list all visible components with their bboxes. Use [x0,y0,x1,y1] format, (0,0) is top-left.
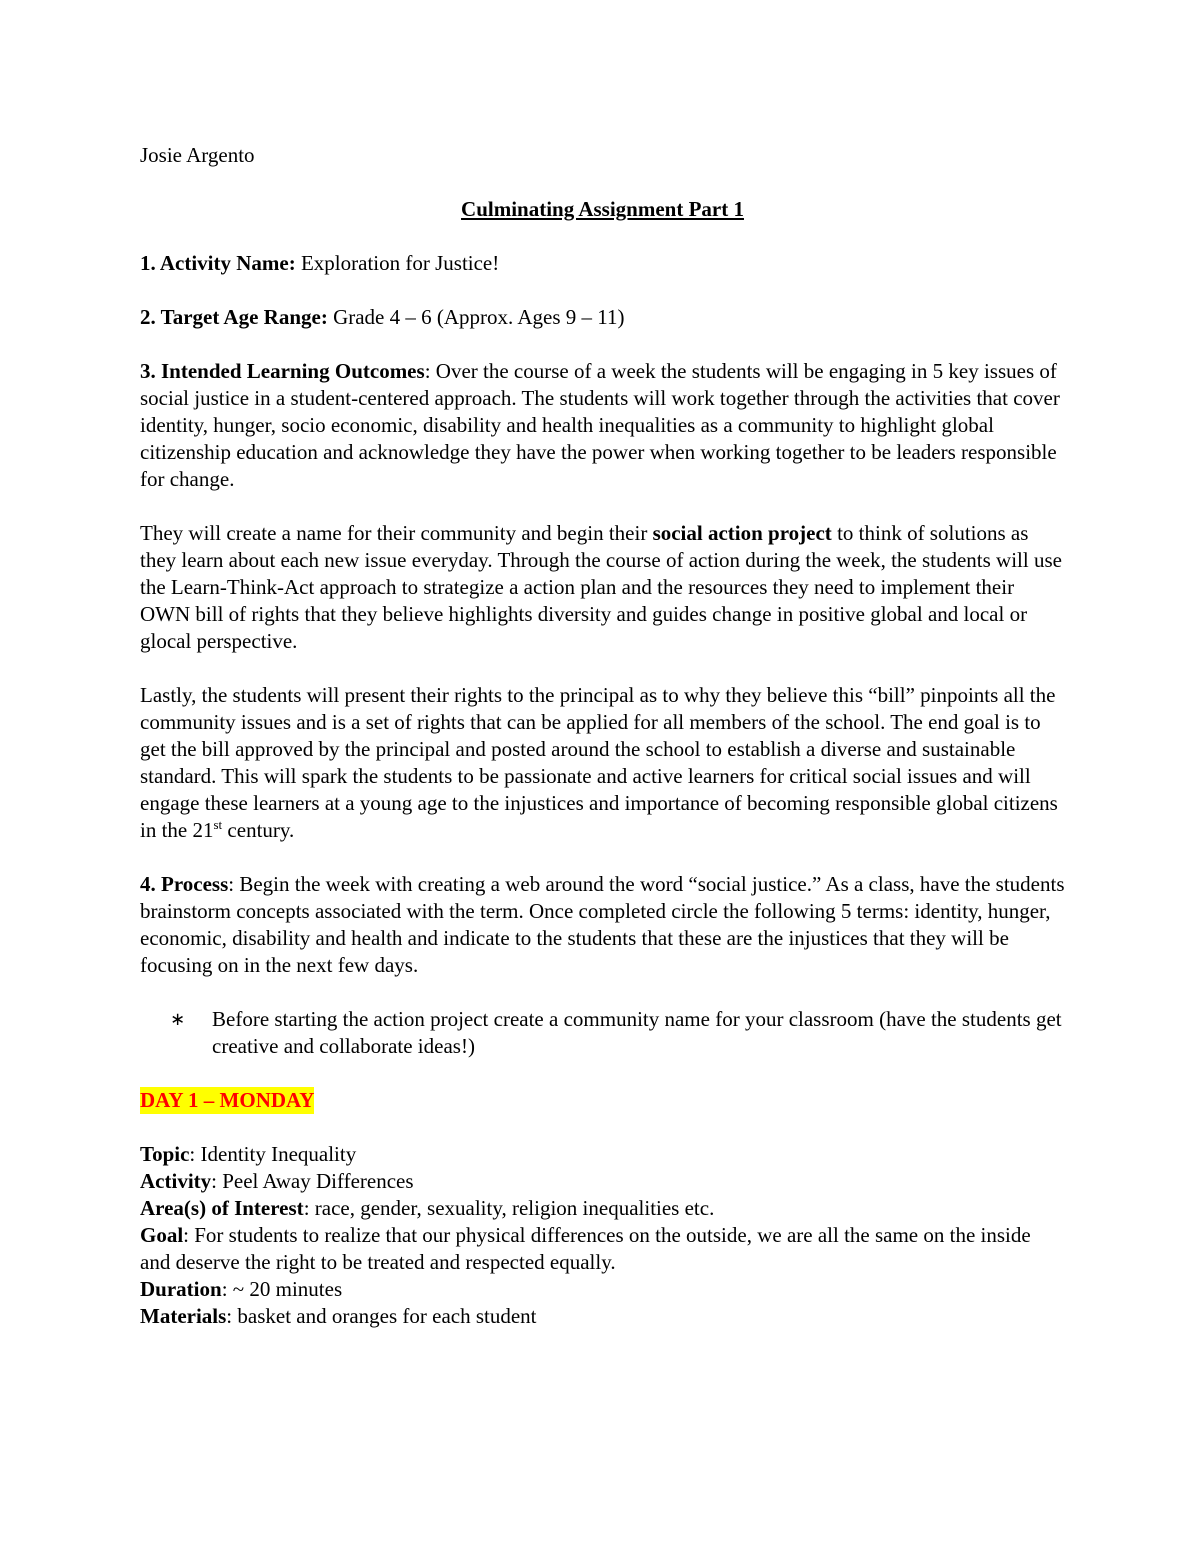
activity-name-label: 1. Activity Name: [140,251,296,275]
topic-value: : Identity Inequality [189,1142,357,1166]
area-of-interest-label: Area(s) of Interest [140,1196,304,1220]
duration-line [140,1276,1065,1303]
community-text-before: They will create a name for their community and begin their [140,521,653,545]
duration-value: : ~ 20 minutes [221,1277,343,1301]
learning-outcomes-paragraph [140,358,1065,493]
materials-line [140,1303,1065,1330]
day-1-heading: DAY 1 – MONDAY [140,1088,315,1112]
materials-label: Materials [140,1304,227,1328]
activity-label: Activity [140,1169,212,1193]
process-label: 4. Process [140,872,229,896]
presentation-text-end: century. [222,818,295,842]
bullet-text: Before starting the action project create a community name for your classroom (have the students get creative and collaborate ideas!) [212,1007,1062,1058]
process-text: : Begin the week with creating a web around the word “social justice.” As a class, have the students brainstorm concepts associated with the term. Once completed circle the following 5 terms: identity, hunger, economic, disability and health and indicate to the students that these are the injustices that they will be focusing on in the next few days. [140,872,1065,977]
goal-line [140,1222,1065,1276]
topic-label: Topic [140,1142,190,1166]
activity-name-value: Exploration for Justice! [295,251,500,275]
learning-outcomes-label: 3. Intended Learning Outcomes [140,359,425,383]
goal-value: : For students to realize that our physical differences on the outside, we are all the same on the inside and deserve the right to be treated and respected equally. [140,1223,1031,1274]
topic-line [140,1141,1065,1168]
activity-line [140,1168,1065,1195]
goal-label: Goal [140,1223,184,1247]
ordinal-suffix: st [213,817,223,832]
presentation-text: Lastly, the students will present their rights to the principal as to why they believe this “bill” pinpoints all the community issues and is a set of rights that can be applied for all members of the school. The end goal is to get the bill approved by the principal and posted around the school to establish a diverse and sustainable standard. This will spark the students to be passionate and active learners for critical social issues and will engage these learners at a young age to the injustices and importance of becoming responsible global citizens in the 21 [140,683,1058,842]
social-action-project-term: social action project [652,521,832,545]
presentation-paragraph [140,682,1065,844]
target-age-value: Grade 4 – 6 (Approx. Ages 9 – 11) [327,305,625,329]
community-paragraph [140,520,1065,655]
community-text-after: to think of solutions as they learn about each new issue everyday. Through the course of action during the week, the students will use the Learn-Think-Act approach to strategize a action plan and the resources they need to implement their OWN bill of rights that they believe highlights diversity and guides change in positive global and local or glocal perspective. [140,521,1062,653]
author-name: Josie Argento [140,143,255,167]
bullet-item [140,1006,1065,1060]
target-age-line [140,304,1065,331]
area-of-interest-value: : race, gender, sexuality, religion inequalities etc. [303,1196,715,1220]
duration-label: Duration [140,1277,222,1301]
process-paragraph [140,871,1065,979]
activity-name-line [140,250,1065,277]
area-of-interest-line [140,1195,1065,1222]
activity-value: : Peel Away Differences [211,1169,414,1193]
learning-outcomes-text: : Over the course of a week the students will be engaging in 5 key issues of social justice in a student-centered approach. The students will work together through the activities that cover identity, hunger, socio economic, disability and health inequalities as a community to highlight global citizenship education and acknowledge they have the power when working together to be leaders responsible for change. [140,359,1060,491]
target-age-label: 2. Target Age Range: [140,305,328,329]
document-title: Culminating Assignment Part 1 [461,197,744,221]
asterisk-bullet-icon: ∗ [170,1009,186,1030]
materials-value: : basket and oranges for each student [226,1304,537,1328]
document-page [140,142,1065,1330]
